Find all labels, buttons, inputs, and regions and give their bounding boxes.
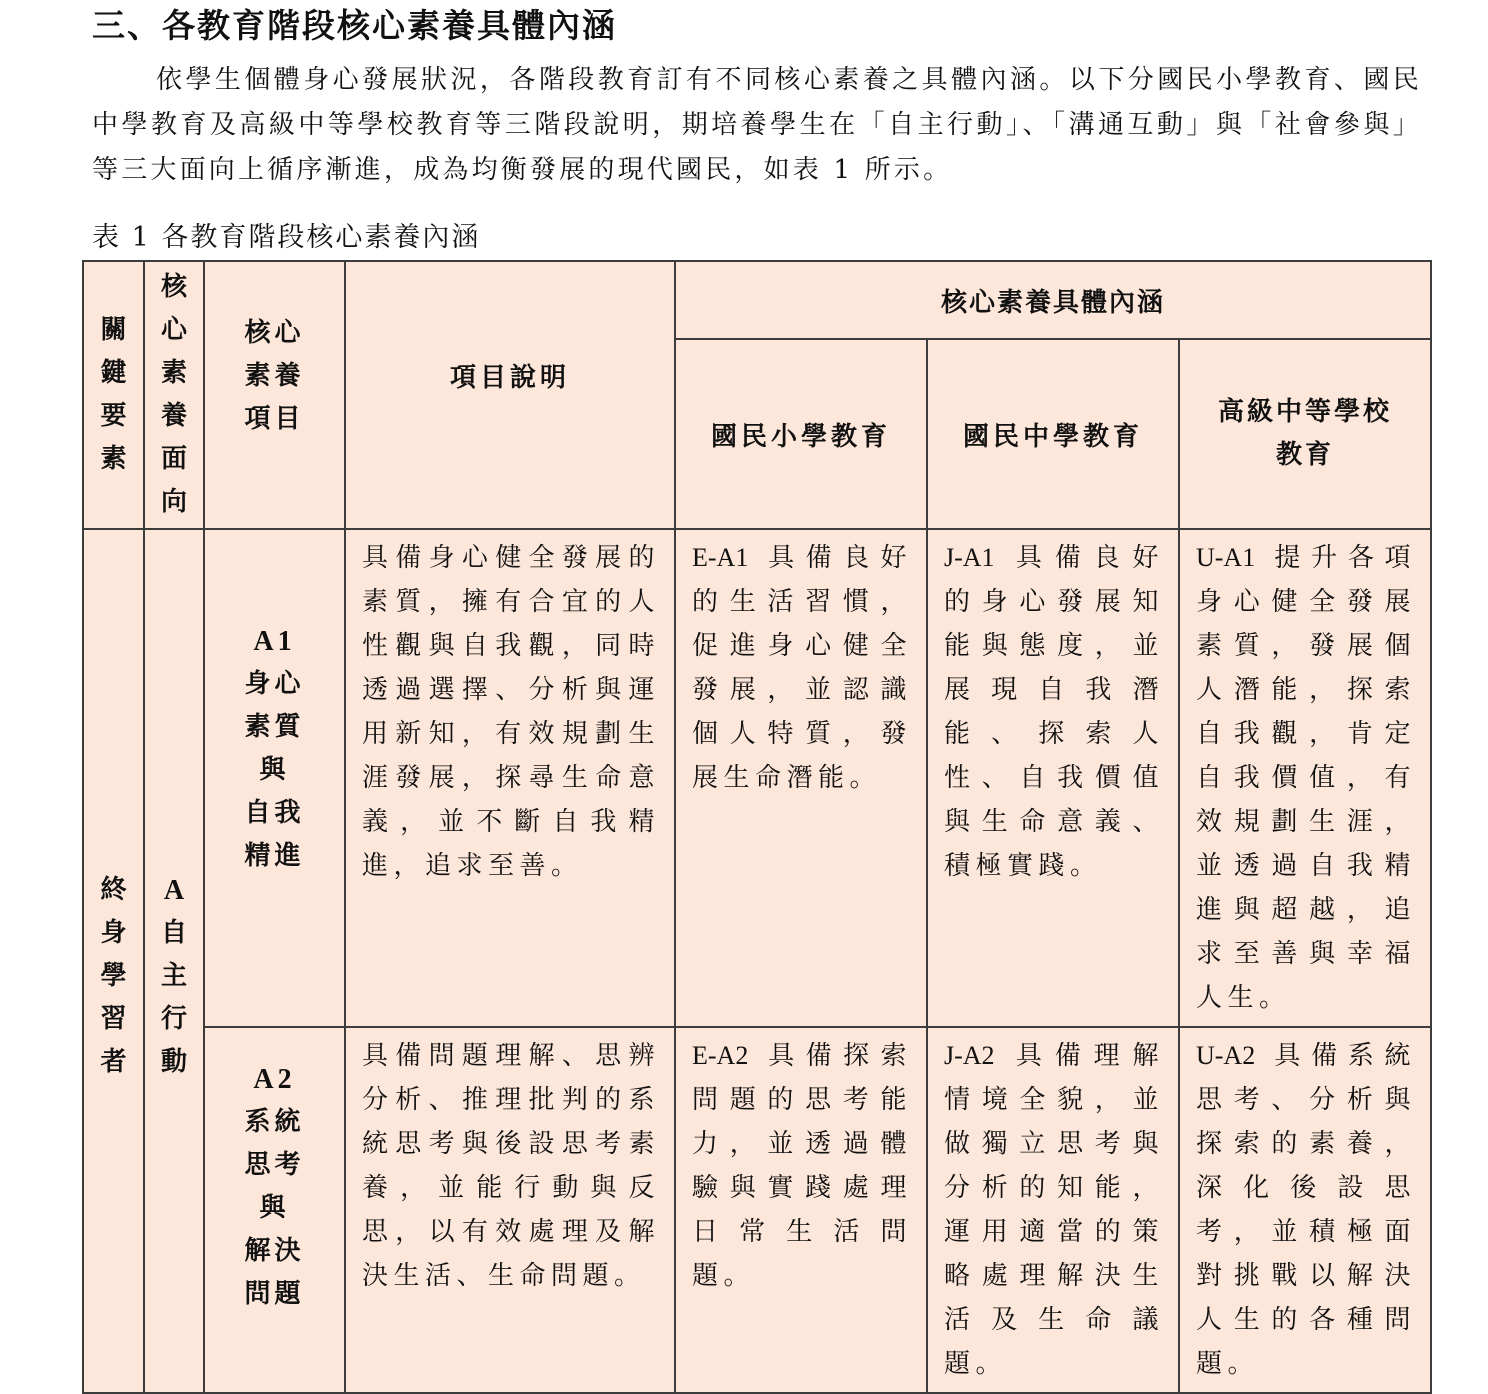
item-cell-a2: A2 系統 思考 與 解決 問題 [204,1027,345,1393]
item-cell-a1: A1 身心 素質 與 自我 精進 [204,529,345,1027]
senior-high-cell: U-A2 具備系統思考、分析與探索的素養，深化後設思考，並積極面對挑戰以解決人生的各種問題。 [1179,1027,1431,1393]
key-element-cell: 終 身 學 習 者 [83,529,144,1393]
header-key-element: 關 鍵 要 素 [83,261,144,529]
header-description: 項目說明 [345,261,675,529]
junior-high-cell: J-A2 具備理解情境全貌，並做獨立思考與分析的知能，運用適當的策略處理解決生活及生命議題。 [927,1027,1179,1393]
header-junior-high: 國民中學教育 [927,339,1179,529]
description-cell: 具備身心健全發展的素質，擁有合宜的人性觀與自我觀，同時透過選擇、分析與運用新知，有效規劃生涯發展，探尋生命意義，並不斷自我精進，追求至善。 [345,529,675,1027]
header-item: 核心 素養 項目 [204,261,345,529]
senior-high-cell: U-A1 提升各項身心健全發展素質，發展個人潛能，探索自我觀，肯定自我價值，有效規劃生涯，並透過自我精進與超越，追求至善與幸福人生。 [1179,529,1431,1027]
elementary-cell: E-A1 具備良好的生活習慣，促進身心健全發展，並認識個人特質，發展生命潛能。 [675,529,927,1027]
description-cell: 具備問題理解、思辨分析、推理批判的系統思考與後設思考素養，並能行動與反思，以有效處理及解決生活、生命問題。 [345,1027,675,1393]
header-dimension: 核 心 素 養 面 向 [144,261,204,529]
table-row [83,529,1431,1027]
elementary-cell: E-A2 具備探索問題的思考能力，並透過體驗與實踐處理日常生活問題。 [675,1027,927,1393]
header-senior-high: 高級中等學校 教育 [1179,339,1431,529]
junior-high-cell: J-A1 具備良好的身心發展知能與態度，並展現自我潛能、探索人性、自我價值與生命意義、積極實踐。 [927,529,1179,1027]
header-elementary: 國民小學教育 [675,339,927,529]
header-row-1 [83,261,1431,339]
intro-paragraph [92,58,1422,193]
dimension-cell: A 自 主 行 動 [144,529,204,1393]
table-row [83,1027,1431,1393]
intro-text: 依學生個體身心發展狀況，各階段教育訂有不同核心素養之具體內涵。以下分國民小學教育、國民中學教育及高級中等學校教育等三階段說明，期培養學生在「自主行動」、「溝通互動」與「社會參與」等三大面向上循序漸進，成為均衡發展的現代國民，如表 1 所示。 [92,65,1422,185]
core-competency-table [82,260,1432,1394]
section-title: 三、各教育階段核心素養具體內涵 [92,6,617,45]
header-group: 核心素養具體內涵 [675,261,1431,339]
table-caption: 表 1 各教育階段核心素養內涵 [92,222,481,253]
